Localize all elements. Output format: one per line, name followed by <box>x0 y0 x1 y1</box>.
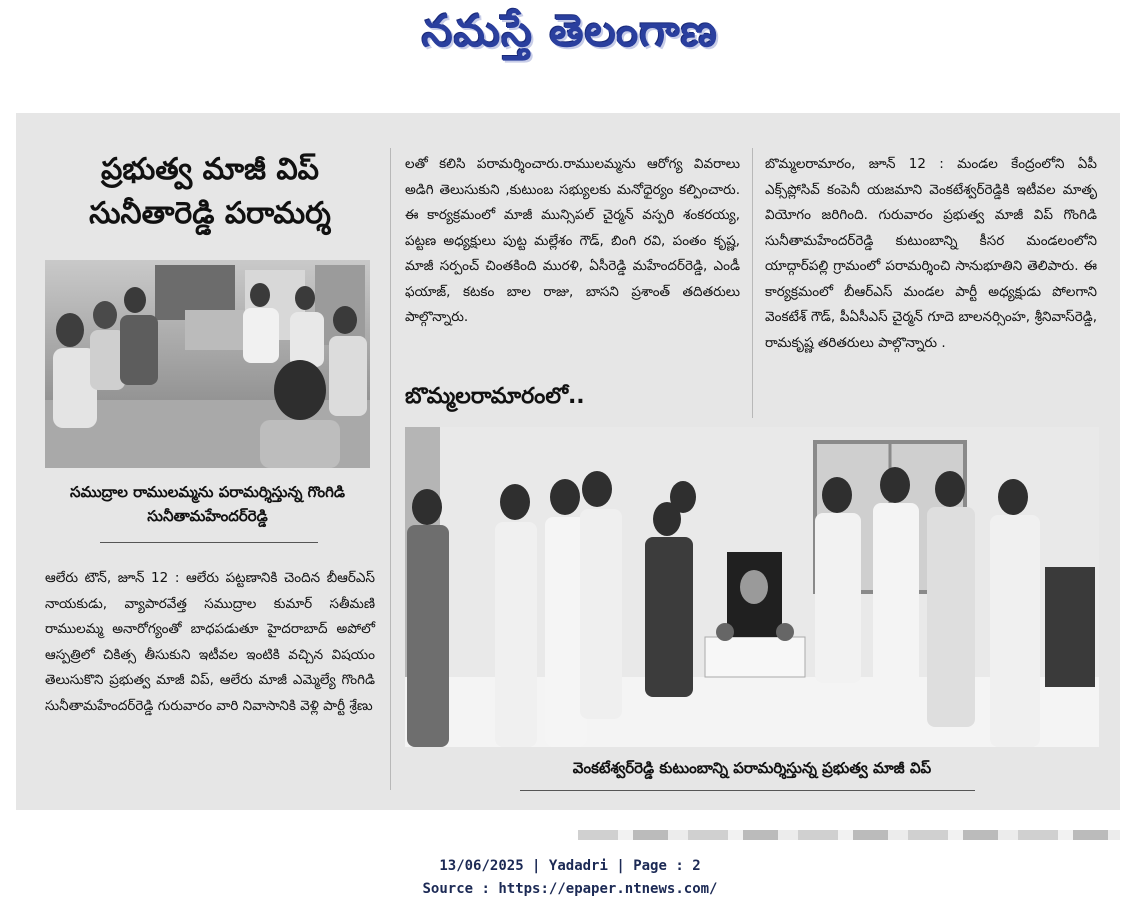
article-body-right: బొమ్మలరామారం, జూన్ 12 : మండల కేంద్రంలోని ఏపీ ఎక్స్‌ప్లోసివ్ కంపెనీ యజమాని వెంకటేశ్వర్‌రెడ్డికి ఇటీవల మాతృ వియోగం జరిగింది. గురువారం ప్రభుత్వ మాజీ విప్ గొంగిడి సునీతామహేందర్‌రెడ్డి కుటుంబాన్ని కీసర మండలంలోని యాద్గార్‌పల్లి గ్రామంలో పరామర్శించి సానుభూతిని తెలిపారు. ఈ కార్యక్రమంలో బీఆర్‌ఎస్ మండల పార్టీ అధ్యక్షుడు పోలగాని వెంకటేశ్ గౌడ్, పీఏసీఎస్ చైర్మన్ గూదె బాలనర్సింహ, శ్రీనివాస్‌రెడ్డి, రామకృష్ణ తరితరులు పాల్గొన్నారు . <box>765 156 1097 351</box>
masthead-logo: నమస్తే తెలంగాణ <box>421 6 719 57</box>
footer-date-line: 13/06/2025 | Yadadri | Page : 2 <box>439 858 701 874</box>
caption-rule-main <box>520 790 975 791</box>
next-page-strip <box>578 830 1120 840</box>
photo-caption-left: సముద్రాల రాములమ్మను పరామర్శిస్తున్న గొంగిడి సునీతామహేందర్‌రెడ్డి <box>70 483 345 525</box>
article-photo-condolence <box>405 427 1099 747</box>
caption-rule-left <box>100 542 318 543</box>
masthead <box>0 0 1140 80</box>
article-headline: ప్రభుత్వ మాజీ విప్ సునీతారెడ్డి పరామర్శ <box>89 152 331 231</box>
footer-source-line: Source : https://epaper.ntnews.com/ <box>422 881 718 897</box>
article-body-middle: లతో కలిసి పరామర్శించారు.రాములమ్మను ఆరోగ్య వివరాలు అడిగి తెలుసుకుని ,కుటుంబ సభ్యులకు మనోధైర్యం కల్పించారు. ఈ కార్యక్రమంలో మాజీ మున్సిపల్ చైర్మన్ వస్పరి శంకరయ్య, పట్టణ అధ్యక్షులు పుట్ట మల్లేశం గౌడ్, బింగి రవి, పంతం కృష్ణ, మాజీ సర్పంచ్ చింతకింది మురళి, ఏసీరెడ్డి మహేందర్‌రెడ్డి, ఎండీ ఫయాజ్, కటకం బాల రాజు, బాసని ప్రశాంత్ తదితరులు పాల్గొన్నారు. <box>405 156 740 325</box>
photo-caption-main: వెంకటేశ్వర్‌రెడ్డి కుటుంబాన్ని పరామర్శిస్తున్న ప్రభుత్వ మాజీ విప్ <box>572 759 932 777</box>
column-divider-left <box>390 148 391 790</box>
article-body-left: ఆలేరు టౌన్, జూన్ 12 : ఆలేరు పట్టణానికి చెందిన బీఆర్‌ఎస్ నాయకుడు, వ్యాపారవేత్త సముద్రాల కుమార్ సతీమణి రాములమ్మ అనారోగ్యంతో బాధపడుతూ హైదరాబాద్ అపోలో ఆస్పత్రిలో చికిత్స తీసుకుని ఇటీవల ఇంటికి వచ్చిన విషయం తెలుసుకొని ప్రభుత్వ మాజీ విప్, ఆలేరు మాజీ ఎమ్మెల్యే గొంగిడి సునీతామహేందర్‌రెడ్డి గురువారం వారి నివాసానికి వెళ్లి పార్టీ శ్రేణు <box>45 570 375 714</box>
section-subhead: బొమ్మలరామారంలో.. <box>405 384 585 409</box>
article-photo-home-visit <box>45 260 370 468</box>
column-divider-right <box>752 148 753 418</box>
